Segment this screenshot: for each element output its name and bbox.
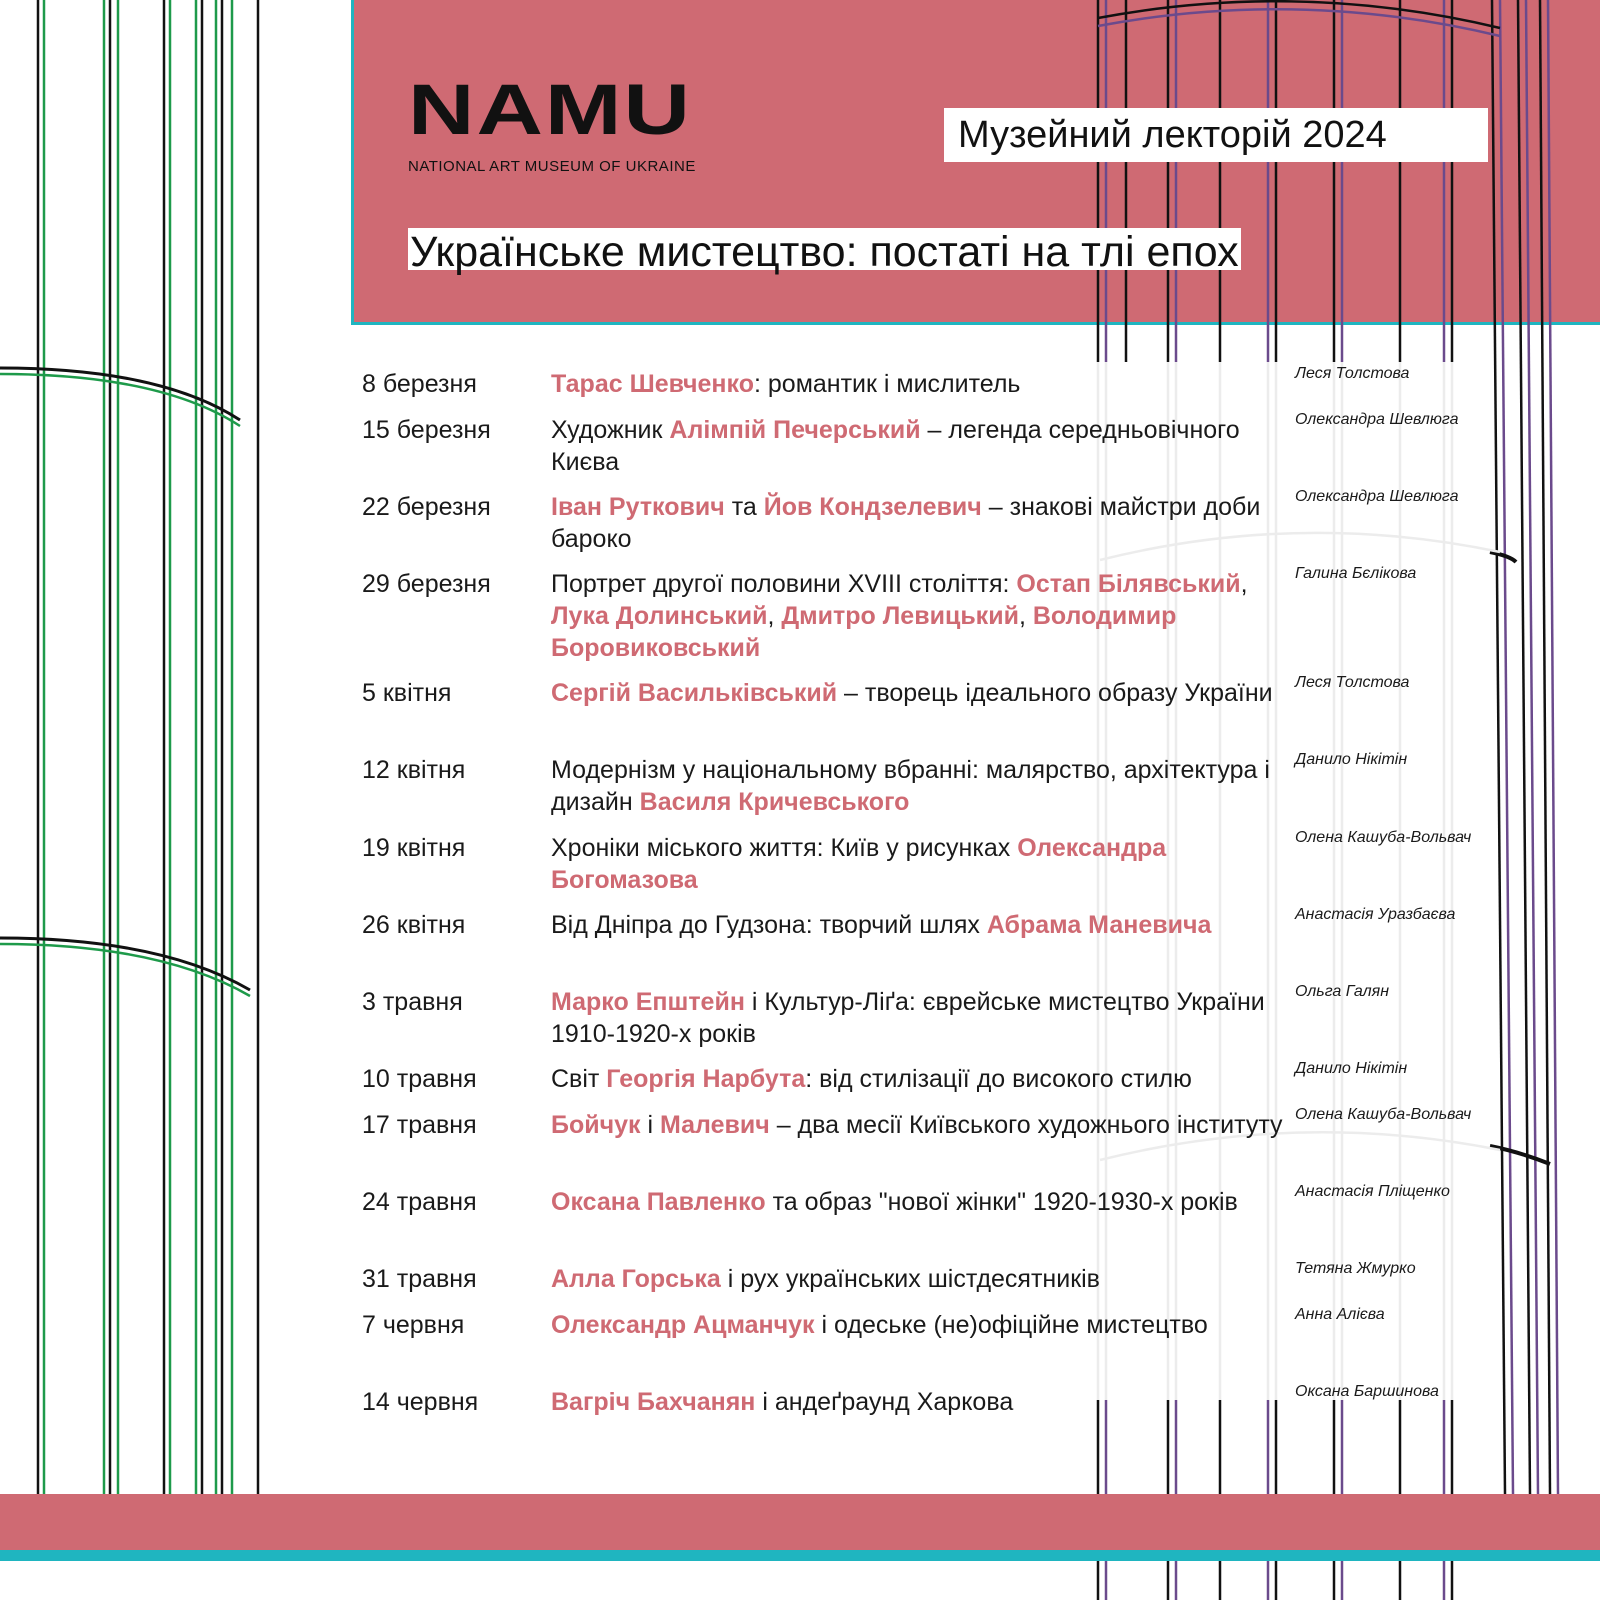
lecturer-name: Оксана Баршинова <box>1295 1383 1439 1400</box>
lecture-topic <box>551 832 1291 896</box>
lecturer-name: Анастасія Пліщенко <box>1295 1183 1450 1200</box>
lecture-topic <box>551 754 1291 818</box>
topic-text: , <box>767 602 782 630</box>
artist-name: Олександра Богомазова <box>551 834 1167 894</box>
lecture-date: 22 березня <box>362 493 491 521</box>
lecture-topic <box>551 568 1291 664</box>
lecturer-name: Анастасія Уразбаєва <box>1295 906 1456 923</box>
artist-name: Сергій Васильківський <box>551 679 838 707</box>
artist-name: Лука Долинський <box>551 602 768 630</box>
artist-name: Алімпій Печерський <box>669 416 921 444</box>
topic-text: , <box>1018 602 1033 630</box>
lecture-date: 8 березня <box>362 370 477 398</box>
artist-name: Абрама Маневича <box>986 911 1212 939</box>
topic-text: та <box>724 493 764 521</box>
artist-name: Василя Кричевського <box>639 788 910 816</box>
lecture-date: 3 травня <box>362 988 463 1016</box>
logo-wordmark: NAMU <box>408 70 692 150</box>
lecturer-name: Леся Толстова <box>1295 674 1410 691</box>
lecturer-name: Галина Бєлікова <box>1295 565 1417 582</box>
lecture-topic <box>551 1263 1291 1295</box>
lecture-date: 26 квітня <box>362 911 466 939</box>
lecturer-name: Олена Кашуба-Вольвач <box>1295 1106 1472 1123</box>
lecture-date: 31 травня <box>362 1265 477 1293</box>
artist-name: Остап Білявський <box>1016 570 1241 598</box>
lecture-topic <box>551 1386 1291 1418</box>
lecture-date: 14 червня <box>362 1388 479 1416</box>
lecturer-name: Леся Толстова <box>1295 365 1410 382</box>
lecture-topic <box>551 677 1291 709</box>
lecture-topic <box>551 1186 1291 1218</box>
topic-text: , <box>1240 570 1248 598</box>
lecturer-name: Олександра Шевлюга <box>1295 488 1459 505</box>
topic-text: : від стилізації до високого стилю <box>805 1065 1192 1093</box>
topic-text: і рух українських шістдесятників <box>720 1265 1100 1293</box>
artist-name: Оксана Павленко <box>551 1188 766 1216</box>
lecturer-name: Тетяна Жмурко <box>1295 1260 1416 1277</box>
lecture-date: 24 травня <box>362 1188 477 1216</box>
lecture-topic <box>551 986 1291 1050</box>
artist-name: Георгія Нарбута <box>606 1065 806 1093</box>
topic-text: Хроніки міського життя: Київ у рисунках <box>551 834 1018 862</box>
lecturer-name: Ольга Галян <box>1295 983 1390 1000</box>
logo-subtitle: NATIONAL ART MUSEUM OF UKRAINE <box>408 158 696 175</box>
topic-text: Від Дніпра до Гудзона: творчий шлях <box>551 911 987 939</box>
lecture-date: 7 червня <box>362 1311 465 1339</box>
topic-text: – творець ідеального образу України <box>837 679 1273 707</box>
lecture-date: 5 квітня <box>362 679 452 707</box>
footer-band <box>0 1494 1600 1561</box>
artist-name: Вагріч Бахчанян <box>551 1388 756 1416</box>
topic-text: : романтик і мислитель <box>754 370 1021 398</box>
lecturer-name: Олександра Шевлюга <box>1295 411 1459 428</box>
topic-text: і Культур-Ліґа: єврейське мистецтво України 1910-1920-х років <box>551 988 1265 1048</box>
lecture-topic <box>551 1109 1291 1141</box>
lecture-date: 12 квітня <box>362 756 466 784</box>
artist-name: Дмитро Левицький <box>781 602 1019 630</box>
artist-name: Бойчук <box>551 1111 641 1139</box>
topic-text: і <box>640 1111 660 1139</box>
lecturer-name: Олена Кашуба-Вольвач <box>1295 829 1472 846</box>
topic-text: і андеґраунд Харкова <box>755 1388 1014 1416</box>
artist-name: Іван Руткович <box>551 493 725 521</box>
topic-text: – легенда середньовічного Києва <box>551 416 1240 476</box>
lecture-topic <box>551 368 1291 400</box>
topic-text: та образ "нової жінки" 1920-1930-х років <box>765 1188 1238 1216</box>
lecture-topic <box>551 491 1291 555</box>
lecture-date: 19 квітня <box>362 834 466 862</box>
lecture-date: 29 березня <box>362 570 491 598</box>
lecture-date: 15 березня <box>362 416 491 444</box>
artist-name: Марко Епштейн <box>551 988 745 1016</box>
page-title: Українське мистецтво: постаті на тлі епох <box>410 228 1239 276</box>
artist-name: Олександр Ацманчук <box>551 1311 815 1339</box>
lecturer-name: Данило Нікітін <box>1295 1060 1408 1077</box>
lecture-date: 10 травня <box>362 1065 477 1093</box>
series-label: Музейний лекторій 2024 <box>944 108 1488 162</box>
topic-text: – два месії Київського художнього інституту <box>769 1111 1283 1139</box>
lecture-topic <box>551 1309 1291 1341</box>
artist-name: Малевич <box>660 1111 770 1139</box>
lecturer-name: Данило Нікітін <box>1295 751 1408 768</box>
artist-name: Володимир Боровиковський <box>551 602 1177 662</box>
lecture-date: 17 травня <box>362 1111 477 1139</box>
lecture-topic <box>551 909 1291 941</box>
artist-name: Тарас Шевченко <box>551 370 754 398</box>
lecture-topic <box>551 1063 1291 1095</box>
topic-text: Модернізм у національному вбранні: малярство, архітектура і дизайн <box>551 756 1270 816</box>
topic-text: – знакові майстри доби бароко <box>551 493 1261 553</box>
lecturer-name: Анна Алієва <box>1295 1306 1385 1323</box>
topic-text: Світ <box>551 1065 607 1093</box>
topic-text: і одеське (не)офіційне мистецтво <box>814 1311 1208 1339</box>
topic-text: Портрет другої половини XVIII століття: <box>551 570 1017 598</box>
lecture-topic <box>551 414 1291 478</box>
artist-name: Йов Кондзелевич <box>763 493 982 521</box>
namu-logo <box>408 70 696 175</box>
topic-text: Художник <box>551 416 670 444</box>
artist-name: Алла Горська <box>551 1265 721 1293</box>
